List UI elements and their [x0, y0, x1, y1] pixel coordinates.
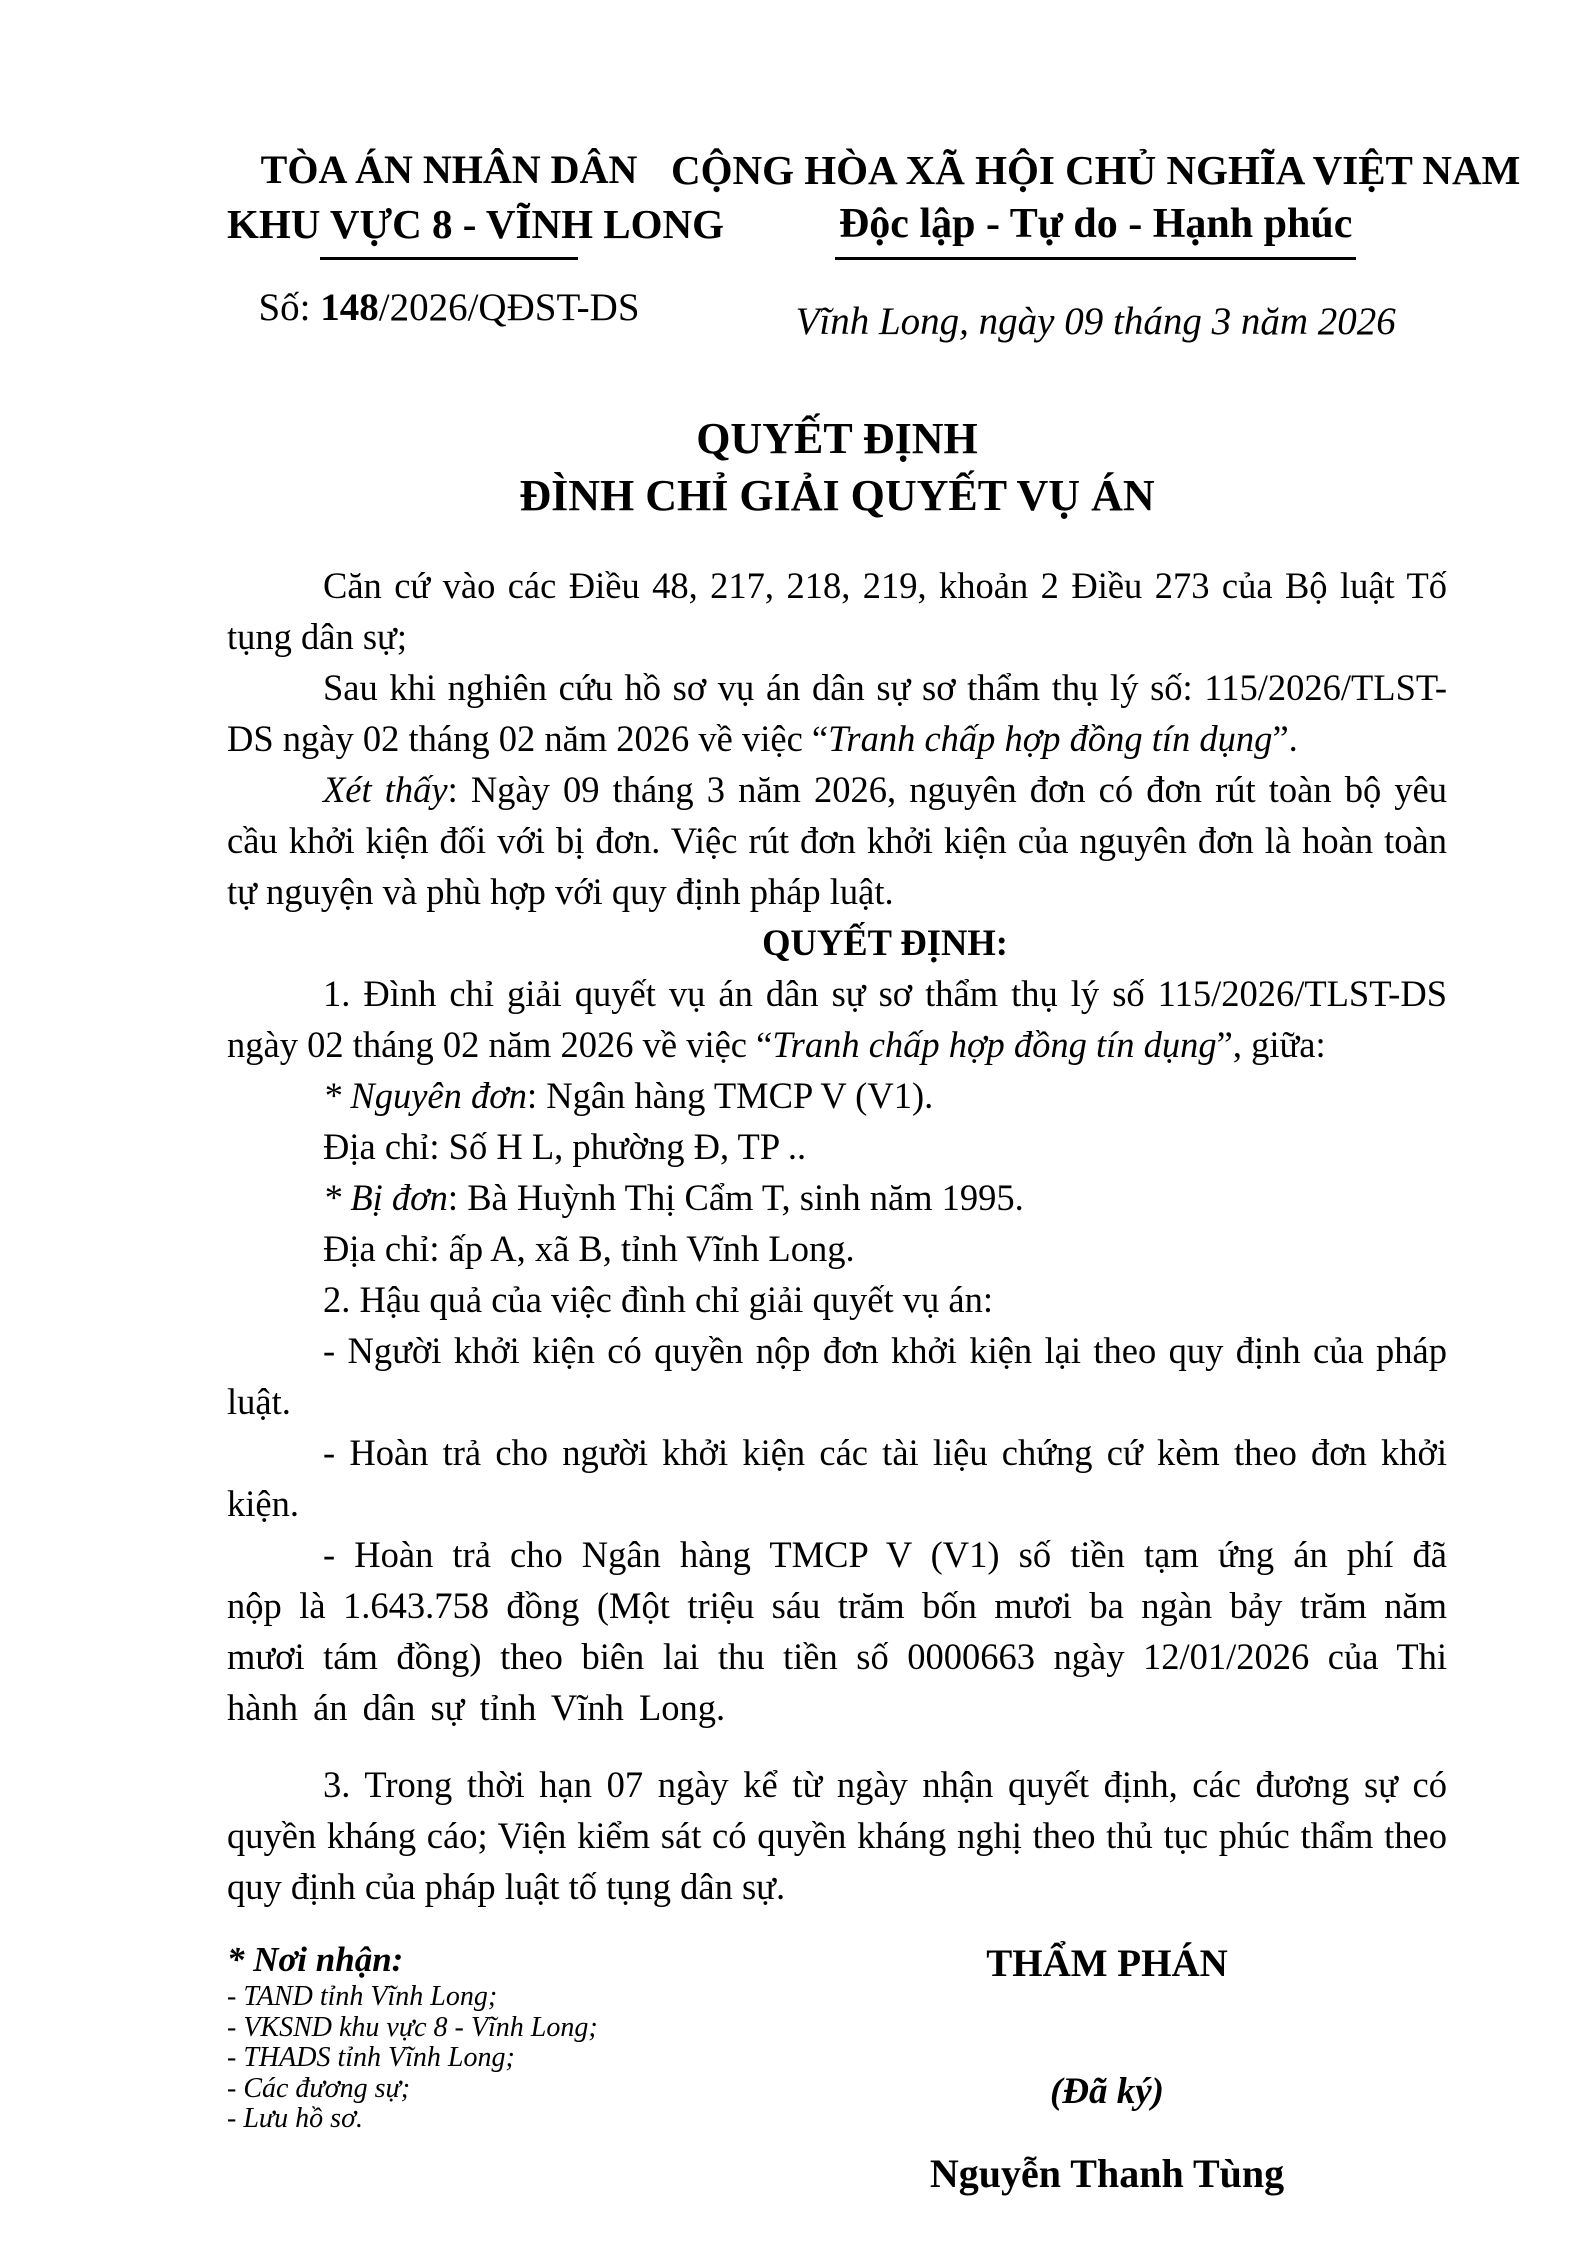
- paragraph: [227, 1121, 1447, 1172]
- issuing-court-block: [227, 143, 724, 334]
- document-header: [227, 143, 1521, 348]
- paragraph: [227, 1427, 1447, 1529]
- text-segment: 1. Đình chỉ giải quyết vụ án dân sự sơ thẩm thụ lý số 115/2026/TLST-DS ngày 02 tháng 02 năm 2026 về việc “: [227, 973, 1447, 1065]
- paragraph: [227, 1274, 1447, 1325]
- text-segment: Sau khi nghiên cứu hồ sơ vụ án dân sự sơ thẩm thụ lý số: 115/2026/TLST-DS ngày 02 tháng 02 năm 2026 về việc “: [227, 667, 1447, 759]
- text-segment: - Người khởi kiện có quyền nộp đơn khởi kiện lại theo quy định của pháp luật.: [227, 1330, 1447, 1422]
- paragraph: [227, 662, 1447, 764]
- republic-name: CỘNG HÒA XÃ HỘI CHỦ NGHĨA VIỆT NAM: [671, 147, 1521, 193]
- paragraph: [227, 560, 1447, 662]
- text-segment: * Bị đơn: [323, 1177, 448, 1218]
- paragraph: [227, 764, 1447, 917]
- document-body: [227, 560, 1447, 1912]
- document-footer: [227, 1938, 1447, 2200]
- text-segment: Tranh chấp hợp đồng tín dụng: [828, 718, 1273, 759]
- document-number: [227, 282, 671, 334]
- place-and-date: Vĩnh Long, ngày 09 tháng 3 năm 2026: [795, 300, 1396, 343]
- text-segment: Xét thấy: [323, 769, 448, 810]
- signature-block: [847, 1938, 1367, 2200]
- text-segment: ”.: [1272, 718, 1298, 759]
- document-number-prefix: Số:: [258, 286, 321, 329]
- text-segment: : Ngân hàng TMCP V (V1).: [526, 1075, 934, 1116]
- paragraph: [227, 1759, 1447, 1912]
- recipient-item: - THADS tỉnh Vĩnh Long;: [227, 2042, 515, 2073]
- document-title-line1: QUYẾT ĐỊNH: [696, 414, 978, 463]
- signed-note: (Đã ký): [1049, 2071, 1165, 2112]
- recipient-item: - VKSND khu vực 8 - Vĩnh Long;: [227, 2011, 598, 2043]
- text-segment: - Hoàn trả cho người khởi kiện các tài liệu chứng cứ kèm theo đơn khởi kiện.: [227, 1432, 1447, 1524]
- text-segment: 3. Trong thời hạn 07 ngày kể từ ngày nhận quyết định, các đương sự có quyền kháng cáo; Viện kiểm sát có quyền kháng nghị theo thủ tục phúc thẩm theo quy định của pháp luật tố tụng dân sự.: [227, 1764, 1447, 1907]
- paragraph: [227, 1325, 1447, 1427]
- text-segment: ”, giữa:: [1216, 1024, 1326, 1065]
- paragraph: [227, 1070, 1447, 1121]
- paragraph: [227, 1172, 1447, 1223]
- text-segment: QUYẾT ĐỊNH:: [762, 922, 1008, 963]
- text-segment: : Ngày 09 tháng 3 năm 2026, nguyên đơn có đơn rút toàn bộ yêu cầu khởi kiện đối với bị đơn. Việc rút đơn khởi kiện của nguyên đơn là hoàn toàn tự nguyện và phù hợp với quy định pháp luật.: [227, 769, 1447, 912]
- paragraph: [227, 968, 1447, 1070]
- section-heading: [227, 917, 1447, 968]
- national-motto-block: [671, 143, 1520, 348]
- paragraph: [227, 1223, 1447, 1274]
- recipient-item: - Các đương sự;: [227, 2072, 411, 2104]
- paragraph: [227, 1529, 1447, 1733]
- recipients-block: [227, 1938, 847, 2200]
- recipient-item: - Lưu hồ sơ.: [227, 2103, 364, 2134]
- court-block-underline: [320, 257, 578, 260]
- text-segment: 2. Hậu quả của việc đình chỉ giải quyết vụ án:: [323, 1279, 993, 1320]
- text-segment: - Hoàn trả cho Ngân hàng TMCP V (V1) số tiền tạm ứng án phí đã nộp là 1.643.758 đồng (Một triệu sáu trăm bốn mươi ba ngàn bảy trăm năm mươi tám đồng) theo biên lai thu tiền số 0000663 ngày 12/01/2026 của Thi hành án dân sự tỉnh Vĩnh Long.: [227, 1534, 1447, 1728]
- signer-title: THẨM PHÁN: [986, 1942, 1228, 1985]
- text-segment: Căn cứ vào các Điều 48, 217, 218, 219, khoản 2 Điều 273 của Bộ luật Tố tụng dân sự;: [227, 565, 1447, 657]
- document-title-line2: ĐÌNH CHỈ GIẢI QUYẾT VỤ ÁN: [519, 471, 1155, 520]
- recipients-heading: * Nơi nhận:: [227, 1940, 404, 1979]
- republic-motto: Độc lập - Tự do - Hạnh phúc: [835, 197, 1356, 260]
- court-name-line1: TÒA ÁN NHÂN DÂN: [260, 147, 638, 192]
- text-segment: * Nguyên đơn: [323, 1075, 527, 1116]
- document-number-suffix: /2026/QĐST-DS: [378, 286, 640, 329]
- signer-name: Nguyễn Thanh Tùng: [929, 2151, 1285, 2196]
- court-name-line2: KHU VỰC 8 - VĨNH LONG: [227, 201, 724, 247]
- text-segment: Địa chỉ: Số H L, phường Đ, TP ..: [323, 1126, 807, 1167]
- text-segment: Tranh chấp hợp đồng tín dụng: [772, 1024, 1217, 1065]
- document-number-value: 148: [320, 286, 379, 329]
- recipients-list: [227, 1982, 847, 2135]
- text-segment: Địa chỉ: ấp A, xã B, tỉnh Vĩnh Long.: [323, 1228, 855, 1269]
- text-segment: : Bà Huỳnh Thị Cẩm T, sinh năm 1995.: [447, 1177, 1024, 1218]
- recipient-item: - TAND tỉnh Vĩnh Long;: [227, 1981, 498, 2012]
- document-title: [227, 410, 1447, 524]
